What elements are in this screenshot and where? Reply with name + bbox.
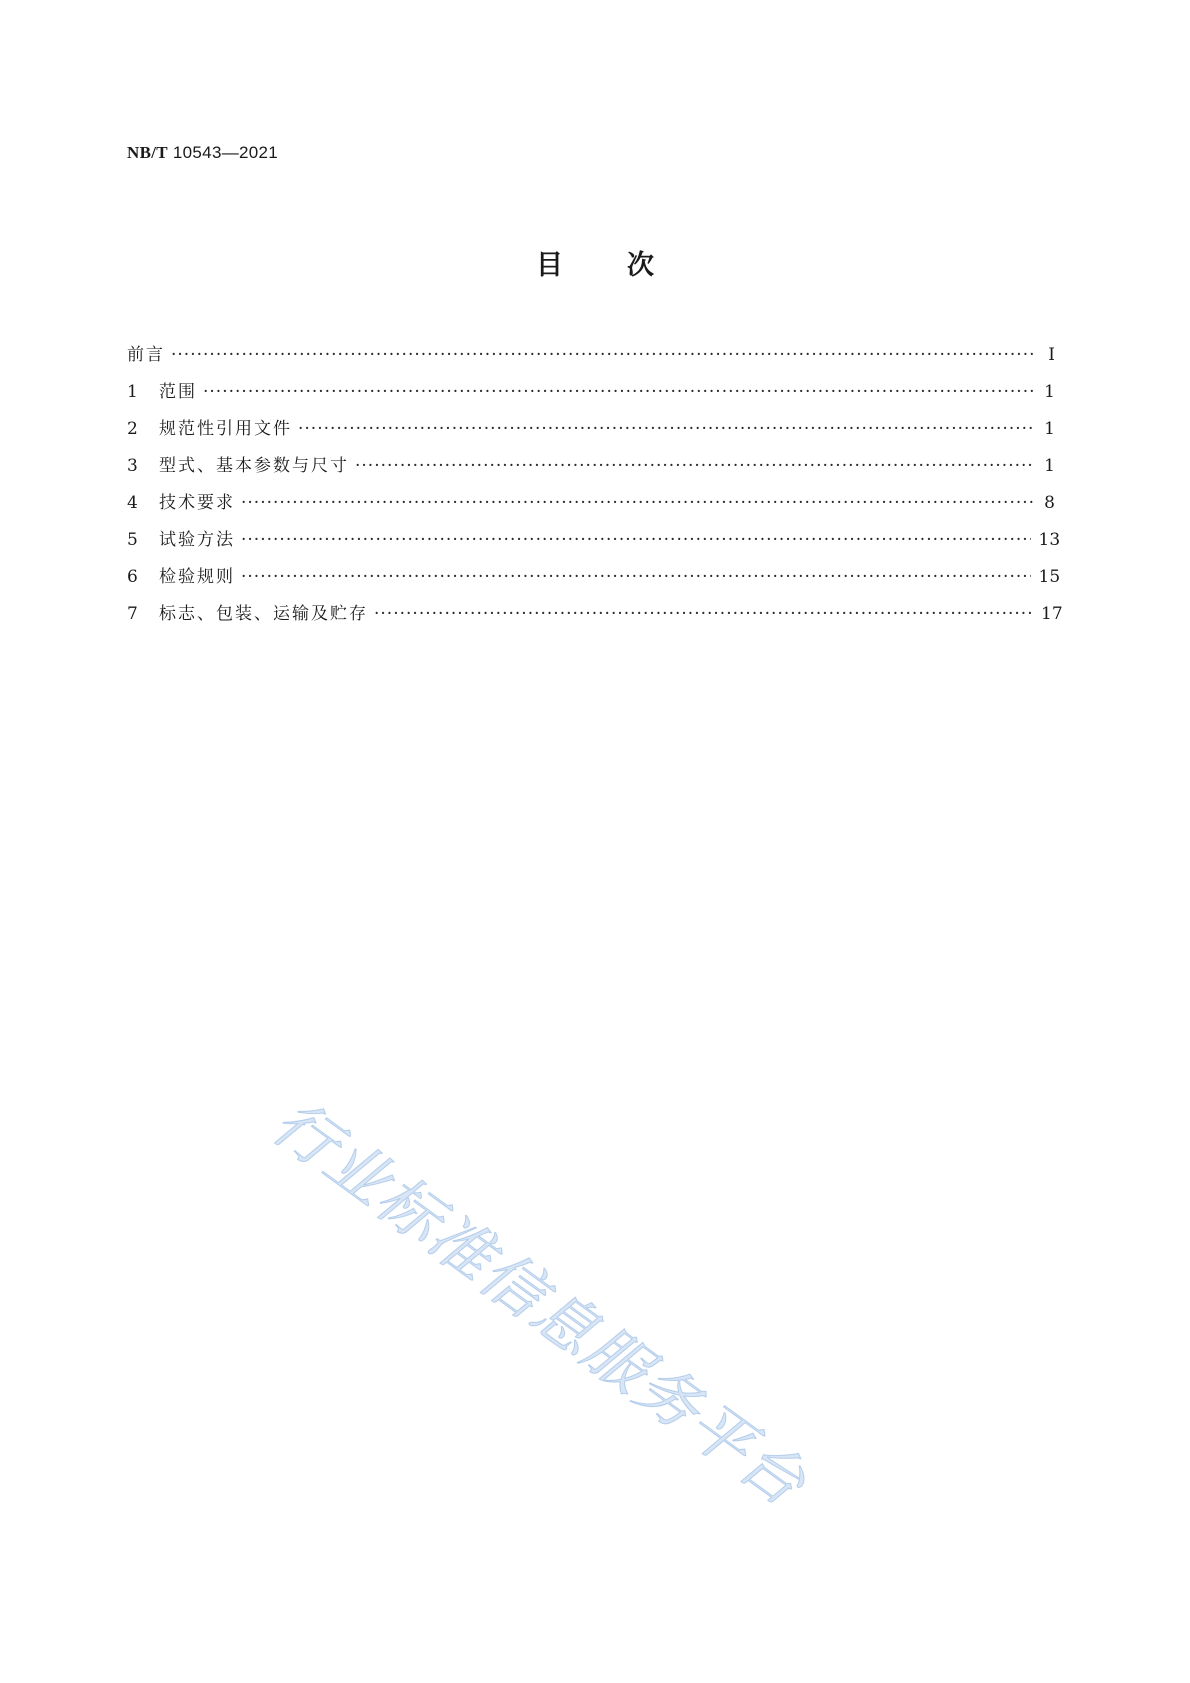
toc-entry-number: 1: [127, 382, 138, 402]
document-code: [127, 143, 278, 163]
toc-leader-dots: [241, 567, 1031, 587]
toc-entry-page: 1: [1044, 456, 1055, 476]
toc-entry-page: 17: [1041, 604, 1063, 624]
toc-leader-dots: [374, 604, 1033, 624]
watermark: 行业标准信息服务平台: [259, 1085, 821, 1521]
toc-entry-number: 4: [127, 493, 138, 513]
toc-leader-dots: [203, 382, 1033, 402]
toc-entry-page: 8: [1044, 493, 1055, 513]
document-code-prefix: NB/T: [127, 143, 168, 162]
toc-entry-page: 1: [1044, 419, 1055, 439]
page-title-char-2: 次: [627, 250, 654, 281]
toc-leader-dots: [355, 456, 1033, 476]
toc-entry-5[interactable]: [127, 530, 1061, 567]
table-of-contents: [127, 345, 1063, 641]
page-title: [0, 243, 1190, 282]
toc-entry-label: 试验方法: [159, 530, 235, 550]
toc-entry-number: 7: [127, 604, 138, 624]
toc-entry-7[interactable]: [127, 604, 1063, 641]
toc-entry-label: 范围: [159, 382, 197, 402]
toc-entry-number: 6: [127, 567, 138, 587]
toc-entry-number: 5: [127, 530, 138, 550]
toc-entry-label: 型式、基本参数与尺寸: [159, 456, 349, 476]
toc-entry-3[interactable]: [127, 456, 1055, 493]
toc-entry-page: 1: [1044, 382, 1055, 402]
toc-entry-4[interactable]: [127, 493, 1055, 530]
toc-entry-label: 技术要求: [159, 493, 235, 513]
toc-leader-dots: [298, 419, 1033, 439]
toc-entry-number: 2: [127, 419, 138, 439]
toc-entry-foreword[interactable]: [127, 345, 1055, 382]
toc-leader-dots: [241, 493, 1033, 513]
toc-entry-label: 规范性引用文件: [159, 419, 292, 439]
toc-entry-page: 15: [1038, 567, 1061, 587]
toc-entry-page: Ⅰ: [1048, 345, 1055, 365]
toc-entry-6[interactable]: [127, 567, 1061, 604]
toc-entry-number: 3: [127, 456, 138, 476]
toc-entry-label: 前言: [127, 345, 165, 365]
toc-entry-page: 13: [1038, 530, 1061, 550]
toc-leader-dots: [241, 530, 1031, 550]
toc-entry-label: 标志、包装、运输及贮存: [159, 604, 368, 624]
toc-entry-2[interactable]: [127, 419, 1055, 456]
toc-entry-1[interactable]: [127, 382, 1055, 419]
document-code-number: 10543—2021: [172, 143, 279, 162]
toc-entry-label: 检验规则: [159, 567, 235, 587]
page-title-char-1: 目: [536, 250, 563, 281]
toc-leader-dots: [171, 345, 1033, 365]
